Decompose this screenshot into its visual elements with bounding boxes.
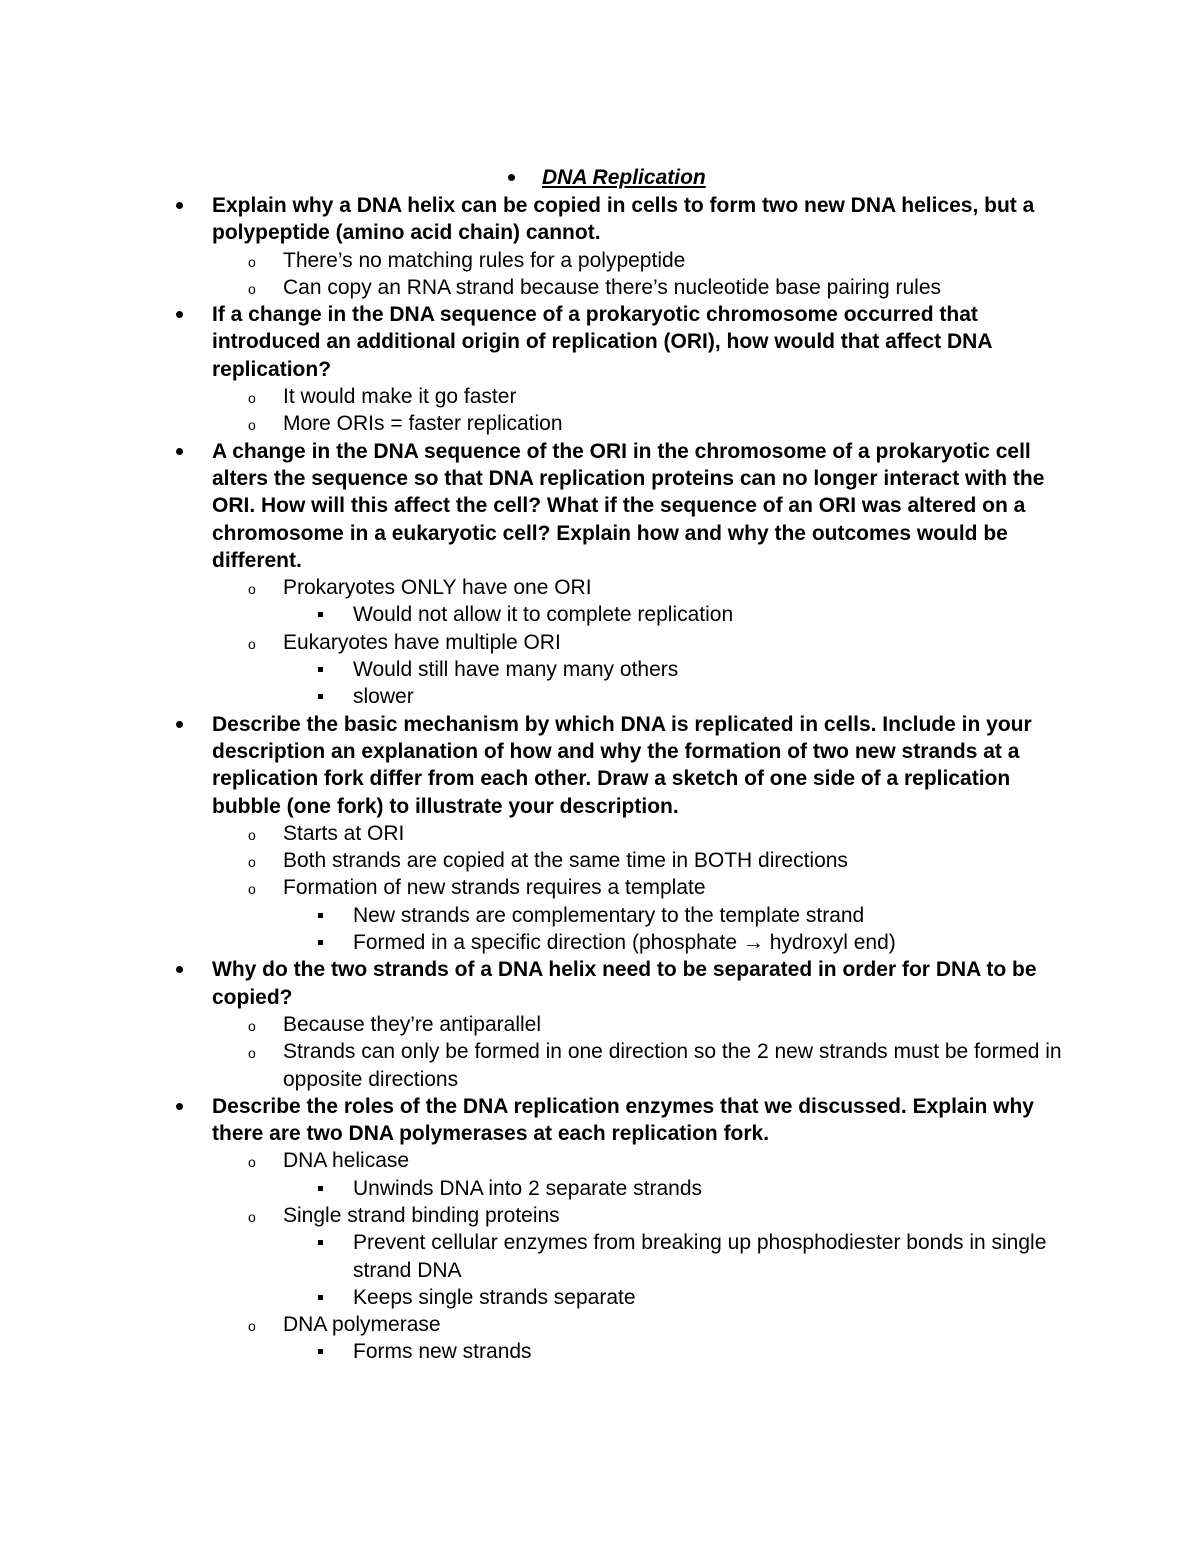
square-bullet-icon (318, 940, 323, 945)
sub-answer-item (0, 1229, 1053, 1284)
bullet-icon (176, 966, 183, 973)
question-text: A change in the DNA sequence of the ORI in the chromosome of a prokaryotic cell alters the sequence so that DNA replication proteins can no longer interact with the ORI. How will this affect the cell? What if the sequence of an ORI was altered on a chromosome in a eukaryotic cell? Explain how and why the outcomes would be different. (212, 439, 1045, 572)
question-item (0, 711, 1052, 820)
question-text: If a change in the DNA sequence of a prokaryotic chromosome occurred that introduced an additional origin of replication (ORI), how would that affect DNA replication? (212, 303, 992, 381)
circle-bullet-icon: o (248, 826, 256, 843)
sub-answer-item (0, 1175, 1053, 1202)
answer-item (0, 820, 1073, 847)
answer-text: Single strand binding proteins (283, 1203, 560, 1227)
sub-answer-item (0, 1338, 1053, 1365)
answer-text: More ORIs = faster replication (283, 412, 563, 436)
answer-item (0, 629, 1073, 656)
answer-text: DNA helicase (283, 1149, 410, 1173)
answer-item (0, 1038, 1073, 1093)
answer-text: Can copy an RNA strand because there’s nucleotide base pairing rules (283, 275, 942, 299)
answer-item (0, 847, 1073, 874)
circle-bullet-icon: o (248, 253, 256, 270)
answer-text: Formation of new strands requires a template (283, 876, 706, 900)
circle-bullet-icon: o (248, 417, 256, 434)
answer-text: Prokaryotes ONLY have one ORI (283, 576, 592, 600)
bullet-icon (176, 311, 183, 318)
sub-answer-text: Prevent cellular enzymes from breaking up phosphodiester bonds in single strand DNA (353, 1231, 1047, 1282)
answer-item (0, 1311, 1073, 1338)
answer-item (0, 874, 1073, 901)
sub-answer-text: Forms new strands (353, 1340, 532, 1364)
answer-text: Both strands are copied at the same time in BOTH directions (283, 849, 848, 873)
sub-answer-text: Would still have many many others (353, 658, 679, 682)
answer-text: Eukaryotes have multiple ORI (283, 630, 561, 654)
sub-answer-text: Would not allow it to complete replication (353, 603, 734, 627)
sub-answer-text: New strands are complementary to the template strand (353, 903, 865, 927)
answer-item (0, 383, 1073, 410)
square-bullet-icon (318, 612, 323, 617)
answer-text: Strands can only be formed in one direction so the 2 new strands must be formed in opposite directions (283, 1040, 1062, 1091)
sub-answer-item (0, 683, 1053, 710)
answer-item (0, 1011, 1073, 1038)
answer-item (0, 247, 1073, 274)
question-text: Describe the basic mechanism by which DNA is replicated in cells. Include in your description an explanation of how and why the formation of two new strands at a replication fork differ from each other. Draw a sketch of one side of a replication bubble (one fork) to illustrate your description. (212, 712, 1032, 818)
answer-text: Starts at ORI (283, 821, 405, 845)
square-bullet-icon (318, 667, 323, 672)
title-bullet-icon (508, 174, 515, 181)
answer-item (0, 1202, 1073, 1229)
sub-answer-item (0, 902, 1053, 929)
sub-answer-item (0, 656, 1053, 683)
circle-bullet-icon: o (248, 581, 256, 598)
circle-bullet-icon: o (248, 1318, 256, 1335)
square-bullet-icon (318, 1186, 323, 1191)
question-item (0, 438, 1052, 574)
answer-item (0, 574, 1073, 601)
document-title: DNA Replication (542, 166, 706, 189)
question-text: Describe the roles of the DNA replication enzymes that we discussed. Explain why there are two DNA polymerases at each replication fork. (212, 1094, 1034, 1146)
sub-answer-text: Keeps single strands separate (353, 1285, 636, 1309)
circle-bullet-icon: o (248, 280, 256, 297)
question-list (0, 192, 1200, 1366)
sub-answer-text: slower (353, 685, 414, 709)
square-bullet-icon (318, 1349, 323, 1354)
question-item (0, 301, 1052, 383)
answer-item (0, 274, 1073, 301)
answer-item (0, 410, 1073, 437)
circle-bullet-icon: o (248, 1017, 256, 1034)
sub-answer-item (0, 1284, 1053, 1311)
sub-answer-text: Unwinds DNA into 2 separate strands (353, 1176, 703, 1200)
circle-bullet-icon: o (248, 1045, 256, 1062)
sub-answer-text: Formed in a specific direction (phosphate → hydroxyl end) (353, 931, 896, 955)
question-item (0, 1093, 1052, 1148)
question-item (0, 192, 1052, 247)
square-bullet-icon (318, 1240, 323, 1245)
answer-item (0, 1147, 1073, 1174)
question-text: Why do the two strands of a DNA helix need to be separated in order for DNA to be copied? (212, 958, 1037, 1009)
circle-bullet-icon: o (248, 1208, 256, 1225)
bullet-icon (176, 448, 183, 455)
question-item (0, 956, 1052, 1011)
circle-bullet-icon: o (248, 635, 256, 652)
square-bullet-icon (318, 1295, 323, 1300)
bullet-icon (176, 1103, 183, 1110)
sub-answer-item (0, 929, 1053, 956)
bullet-icon (176, 721, 183, 728)
bullet-icon (176, 202, 183, 209)
circle-bullet-icon: o (248, 390, 256, 407)
answer-text: DNA polymerase (283, 1313, 441, 1337)
sub-answer-item (0, 601, 1053, 628)
square-bullet-icon (318, 913, 323, 918)
circle-bullet-icon: o (248, 881, 256, 898)
circle-bullet-icon: o (248, 1154, 256, 1171)
circle-bullet-icon: o (248, 854, 256, 871)
question-text: Explain why a DNA helix can be copied in cells to form two new DNA helices, but a polypeptide (amino acid chain) cannot. (212, 194, 1035, 245)
title-line (176, 164, 1076, 192)
answer-text: There’s no matching rules for a polypeptide (283, 248, 686, 272)
answer-text: It would make it go faster (283, 385, 517, 409)
square-bullet-icon (318, 694, 323, 699)
answer-text: Because they’re antiparallel (283, 1012, 541, 1036)
